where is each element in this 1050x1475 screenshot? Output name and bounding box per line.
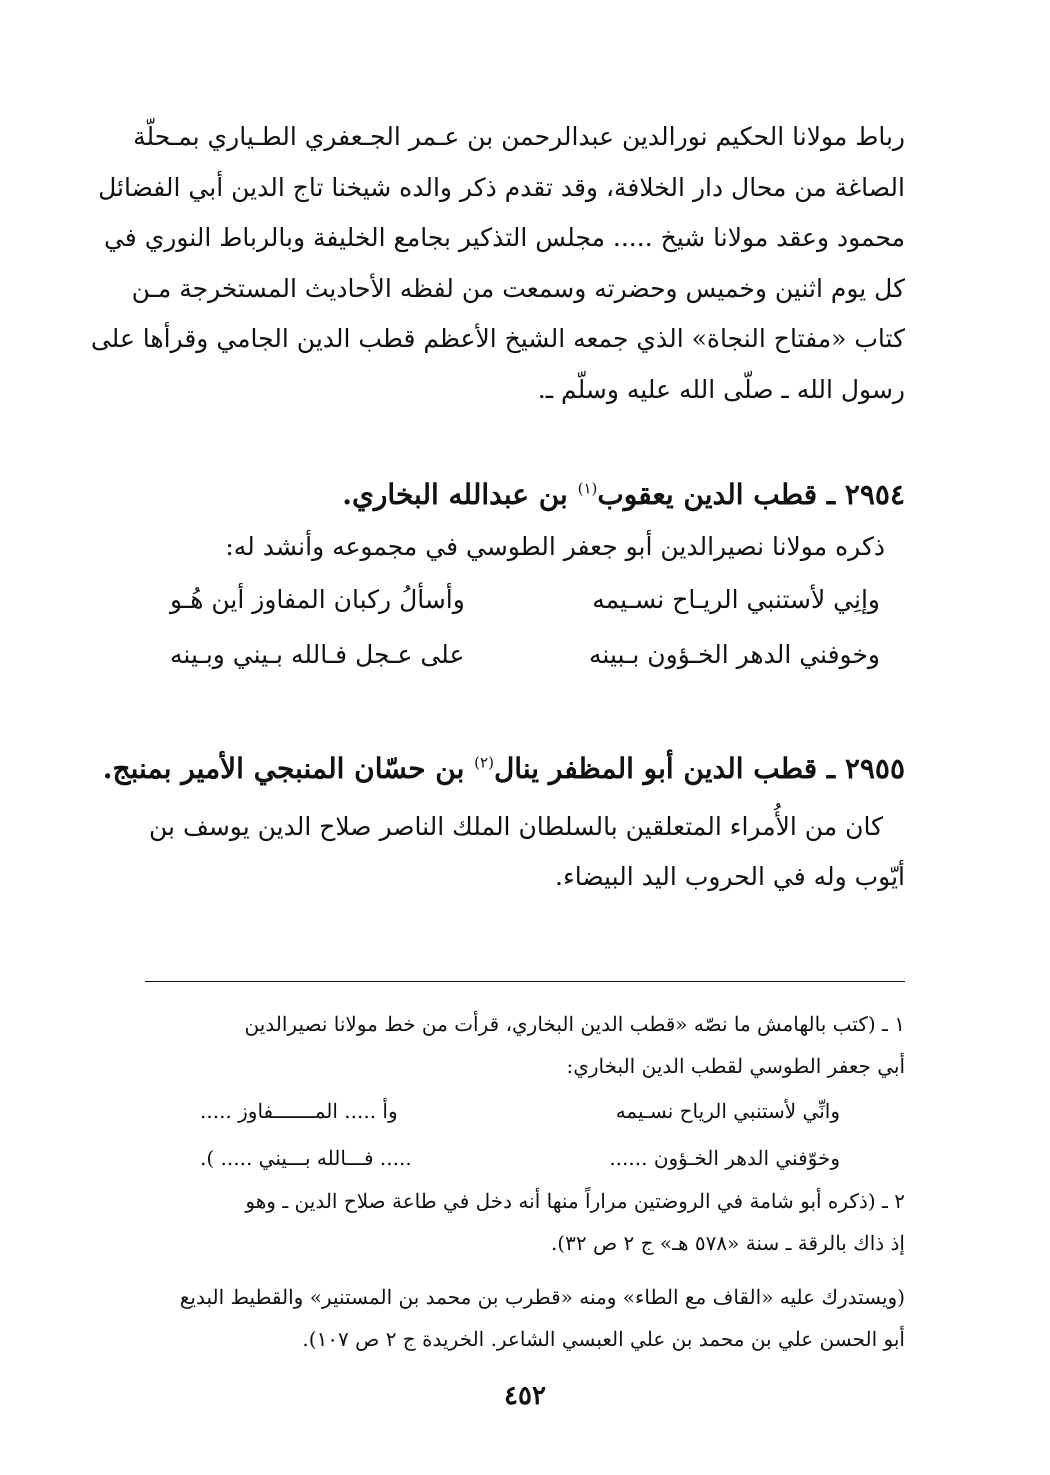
entry-heading-text: ٢٩٥٥ ـ قطب الدين أبو المظفر ينال	[493, 752, 905, 785]
footnote-marker: (٢)	[474, 753, 494, 772]
verse-first-hemistich: وخوفني الدهر الخـؤون بـبينه	[589, 640, 880, 669]
footnote-3	[140, 1276, 905, 1360]
footnote-line: (ويستدرك عليه «القاف مع الطاء» ومنه «قطرب بن محمد بن المستنير» والقطيط البديع	[179, 1285, 905, 1309]
footnote-2	[140, 1180, 905, 1264]
entry-2954-heading	[140, 478, 905, 511]
footnote-marker: (١)	[577, 479, 598, 498]
verse-second-hemistich: وأ ..... المـــــــفاوز .....	[200, 1099, 398, 1123]
text-line: كان من الأُمراء المتعلقين بالسلطان الملك الناصر صلاح الدين يوسف بن	[149, 812, 883, 841]
verse-second-hemistich: ..... فـــالله بـــيني ..... ).	[200, 1146, 412, 1170]
footnote-line: ٢ ـ (ذكره أبو شامة في الروضتين مراراً منها أنه دخل في طاعة صلاح الدين ـ وهو	[245, 1189, 905, 1213]
verse-first-hemistich: وانِّي لأستنبي الرياح نسـيمه	[615, 1099, 840, 1123]
verse-line	[170, 640, 880, 682]
footnote-line: ١ ـ (كتب بالهامش ما نصّه «قطب الدين البخاري، قرأت من خط مولانا نصيرالدين	[244, 1012, 905, 1036]
footnote-line: أبي جعفر الطوسي لقطب الدين البخاري:	[566, 1054, 905, 1078]
text-line: كل يوم اثنين وخميس وحضرته وسمعت من لفظه الأحاديث المستخرجة مـن	[131, 273, 905, 303]
text-line: محمود وعقد مولانا شيخ ..... مجلس التذكير بجامع الخليفة وبالرباط النوري في	[103, 223, 905, 252]
verse-line	[170, 585, 880, 627]
verse-second-hemistich: وأسألُ ركبان المفاوز أين هُـو	[170, 585, 465, 614]
entry-2954-intro: ذكره مولانا نصيرالدين أبو جعفر الطوسي في مجموعه وأنشد له:	[225, 532, 885, 561]
footnote-verse-line	[200, 1099, 840, 1135]
verse-first-hemistich: وإنِي لأستنبي الريـاح نسـيمه	[592, 585, 880, 614]
entry-heading-text: بن حسّان المنبجي الأمير بمنبج.	[102, 752, 475, 785]
footnote-verse-line	[200, 1146, 840, 1182]
page-number: ٤٥٢	[504, 1381, 546, 1411]
text-line: الصاغة من محال دار الخلافة، وقد تقدم ذكر والده شيخنا تاج الدين أبي الفضائل	[98, 172, 905, 202]
entry-heading-text: بن عبدالله البخاري.	[342, 478, 578, 511]
text-line: كتاب «مفتاح النجاة» الذي جمعه الشيخ الأعظم قطب الدين الجامي وقرأها على	[90, 324, 905, 353]
top-paragraph	[90, 112, 905, 415]
verse-first-hemistich: وخوّفني الدهر الخـؤون ......	[609, 1146, 840, 1170]
footnote-line: إذ ذاك بالرقة ـ سنة «٥٧٨ هـ» ج ٢ ص ٣٢).	[550, 1231, 905, 1255]
entry-2955-body	[140, 802, 905, 902]
footnote-separator	[145, 981, 905, 982]
footnote-1	[140, 1003, 905, 1087]
verse-second-hemistich: على عـجل فـالله بـيني وبـينه	[170, 640, 465, 669]
text-line: رسول الله ـ صلّى الله عليه وسلّم ـ.	[537, 374, 905, 404]
entry-2955-heading	[102, 752, 905, 785]
text-line: أيّوب وله في الحروب اليد البيضاء.	[555, 862, 905, 891]
footnote-line: أبو الحسن علي بن محمد بن علي العبسي الشاعر. الخريدة ج ٢ ص ١٠٧).	[302, 1327, 905, 1351]
text-line: رباط مولانا الحكيم نورالدين عبدالرحمن بن عـمر الجـعفري الطـياري بمـحلّة	[133, 122, 905, 151]
entry-heading-text: ٢٩٥٤ ـ قطب الدين يعقوب	[597, 478, 905, 511]
